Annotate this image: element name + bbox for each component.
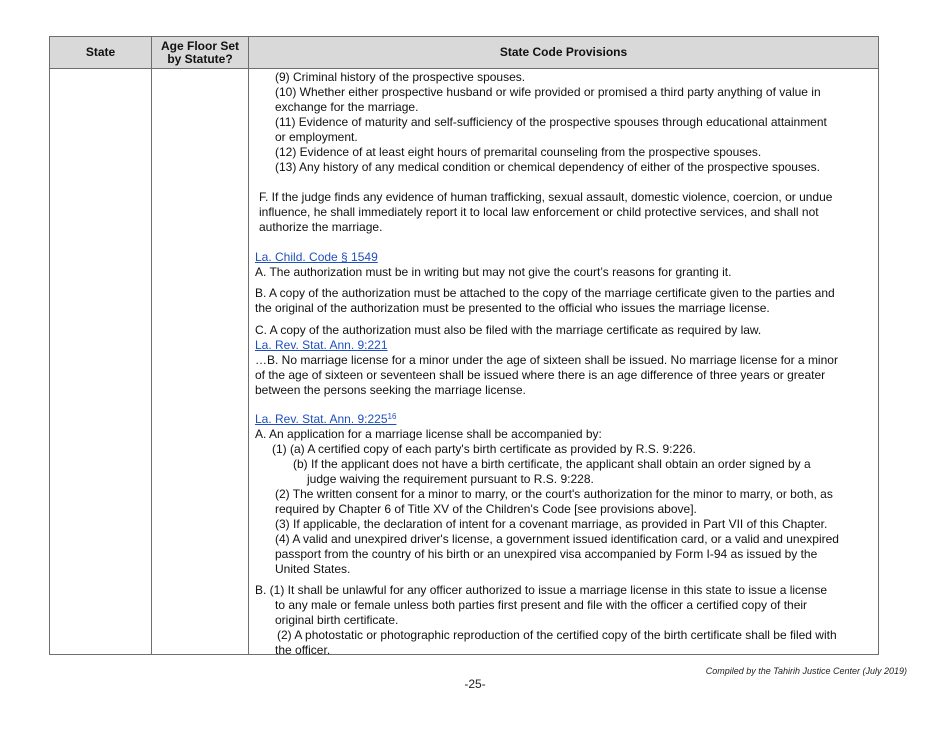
- text-line: of the age of sixteen or seventeen shall be issued where there is an age difference of three years or greater: [255, 368, 826, 382]
- provisions-table: [49, 36, 879, 655]
- text-line: between the persons seeking the marriage license.: [255, 383, 526, 397]
- table-header-row: [50, 37, 878, 69]
- text-line: (b) If the applicant does not have a birth certificate, the applicant shall obtain an order signed by a: [293, 457, 811, 471]
- text-line: (12) Evidence of at least eight hours of premarital counseling from the prospective spouses.: [275, 145, 762, 159]
- text-line: or employment.: [275, 130, 358, 144]
- text-line: to any male or female unless both parties first present and file with the officer a certified copy of their: [275, 598, 808, 612]
- column-divider: [151, 37, 152, 654]
- text-line: F. If the judge finds any evidence of human trafficking, sexual assault, domestic violence, coercion, or undue: [259, 190, 833, 204]
- text-line: influence, he shall immediately report it to local law enforcement or child protective services, and shall not: [259, 205, 819, 219]
- header-age-floor: Age Floor Set by Statute?: [160, 38, 239, 66]
- text-line: authorize the marriage.: [259, 220, 383, 234]
- text-line: passport from the country of his birth or an unexpired visa accompanied by Form I-94 as issued by the: [275, 547, 818, 561]
- text-line: original birth certificate.: [275, 613, 399, 627]
- text-line: (9) Criminal history of the prospective spouses.: [275, 70, 526, 84]
- text-line: required by Chapter 6 of Title XV of the Children's Code [see provisions above].: [275, 502, 697, 516]
- text-line: (1) (a) A certified copy of each party's birth certificate as provided by R.S. 9:226.: [272, 442, 696, 456]
- provisions-cell: [249, 69, 878, 654]
- text-line: A. The authorization must be in writing but may not give the court’s reasons for granting it.: [255, 265, 732, 279]
- footnote-ref: 16: [387, 412, 397, 421]
- text-line: …B. No marriage license for a minor under the age of sixteen shall be issued. No marriage license for a minor: [255, 353, 838, 367]
- page-number: -25-: [464, 677, 486, 691]
- text-line: the original of the authorization must be presented to the official who issues the marriage license.: [255, 301, 770, 315]
- text-line: exchange for the marriage.: [275, 100, 419, 114]
- text-line: judge waiving the requirement pursuant to R.S. 9:228.: [307, 472, 594, 486]
- text-line: B. A copy of the authorization must be attached to the copy of the marriage certificate given to the parties and: [255, 286, 835, 300]
- header-state: State: [85, 45, 116, 59]
- statute-link[interactable]: La. Rev. Stat. Ann. 9:225$^{16}$: [255, 412, 397, 426]
- text-line: (2) A photostatic or photographic reproduction of the certified copy of the birth certificate shall be filed with: [277, 628, 837, 642]
- text-line: (4) A valid and unexpired driver's license, a government issued identification card, or a valid and unexpired: [275, 532, 839, 546]
- text-line: (2) The written consent for a minor to marry, or the court's authorization for the minor to marry, or both, as: [275, 487, 833, 501]
- text-line: (13) Any history of any medical condition or chemical dependency of either of the prospective spouses.: [275, 160, 820, 174]
- text-line: (10) Whether either prospective husband or wife provided or promised a third party anything of value in: [275, 85, 821, 99]
- footer-compiled-by: Compiled by the Tahirih Justice Center (July 2019): [705, 666, 907, 676]
- text-line: the officer.: [275, 643, 331, 654]
- header-provisions: State Code Provisions: [499, 45, 628, 59]
- statute-link[interactable]: La. Rev. Stat. Ann. 9:221: [255, 338, 388, 352]
- text-line: United States.: [275, 562, 351, 576]
- statute-link[interactable]: La. Child. Code § 1549: [255, 250, 378, 264]
- text-line: (3) If applicable, the declaration of intent for a covenant marriage, as provided in Part VII of this Chapter.: [275, 517, 828, 531]
- text-line: A. An application for a marriage license shall be accompanied by:: [255, 427, 602, 441]
- text-line: B. (1) It shall be unlawful for any officer authorized to issue a marriage license in this state to issue a license: [255, 583, 828, 597]
- text-line: C. A copy of the authorization must also be filed with the marriage certificate as required by law.: [255, 323, 762, 337]
- text-line: (11) Evidence of maturity and self-sufficiency of the prospective spouses through educational attainment: [275, 115, 827, 129]
